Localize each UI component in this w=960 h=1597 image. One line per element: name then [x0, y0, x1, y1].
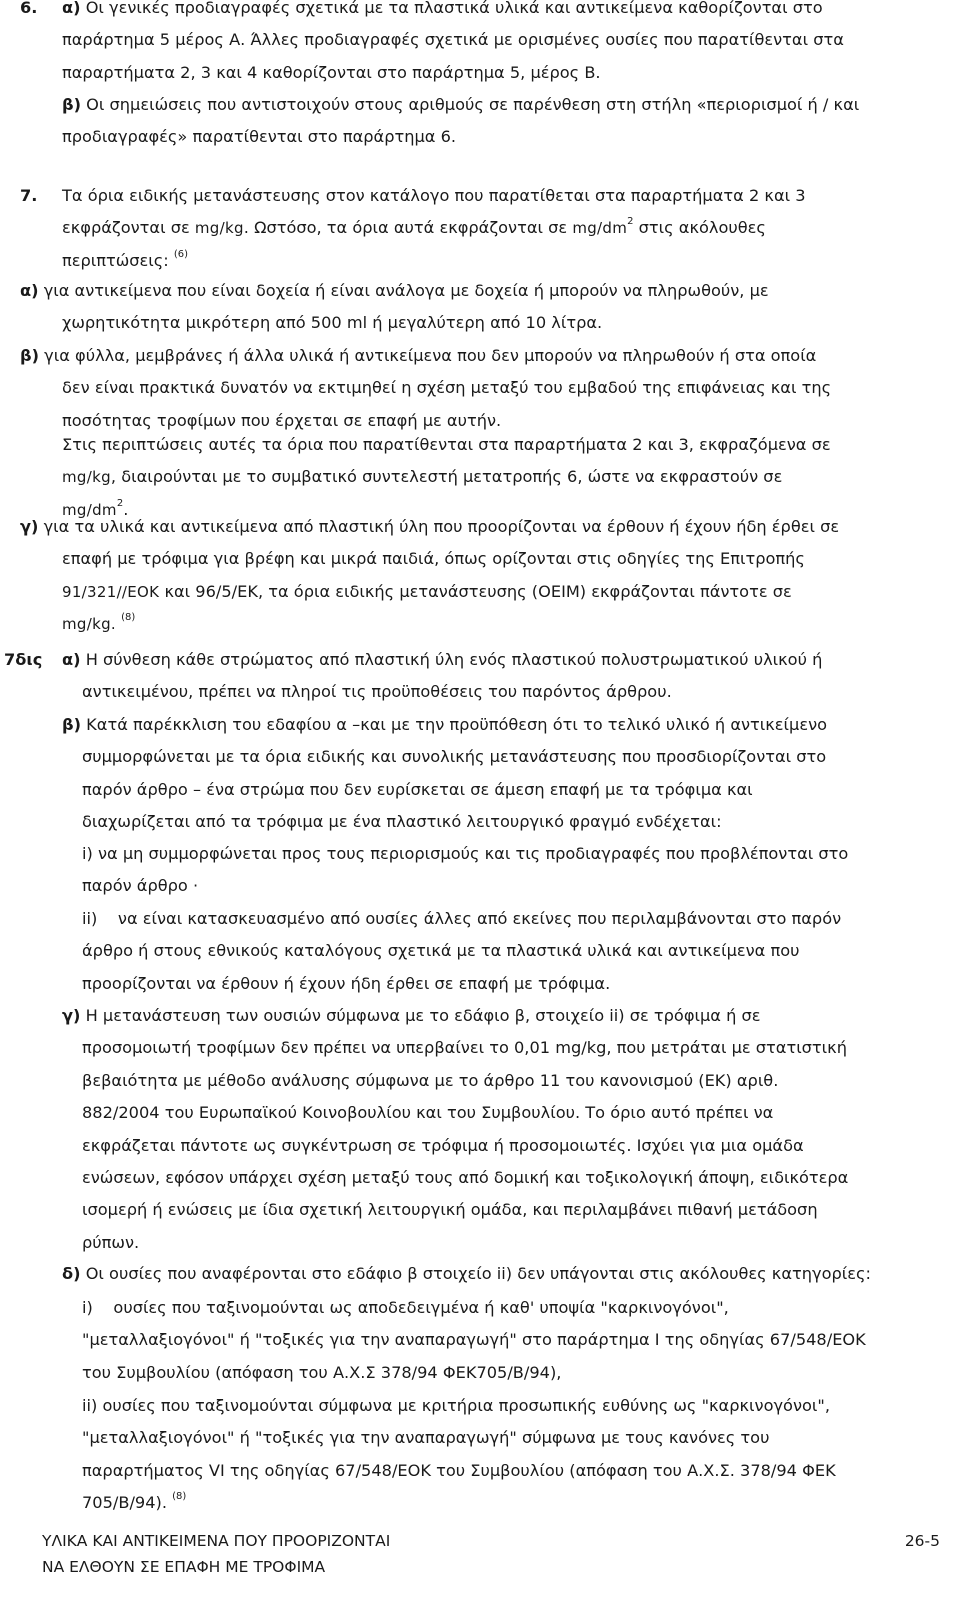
section-7b-line: ποσότητας τροφίμων που έρχεται σε επαφή με αυτήν.	[62, 410, 502, 430]
section-7b-label: β)	[20, 346, 39, 365]
section-7bis-d-i-line: "μεταλλαξιογόνοι" ή "τοξικές για την αναπαραγωγή" στο παράρτημα Ι της οδηγίας 67/548/ΕΟΚ	[82, 1330, 866, 1350]
section-7bis-number: 7δις	[4, 650, 43, 669]
item-label: i)	[82, 1298, 93, 1317]
section-7bis-a	[62, 644, 942, 709]
text-run: στις ακόλουθες	[638, 218, 766, 238]
text-run: 705/Β/94).	[82, 1493, 167, 1513]
section-7bis-b-ii-line: προορίζονται να έρθουν ή έχουν ήδη έρθει σε επαφή με τρόφιμα.	[82, 973, 611, 993]
section-6b-line: Οι σημειώσεις που αντιστοιχούν στους αριθμούς σε παρένθεση στη στήλη «περιορισμοί ή / και	[86, 95, 860, 114]
section-7b-note-line: Στις περιπτώσεις αυτές τα όρια που παρατίθενται στα παραρτήματα 2 και 3, εκφραζόμενα σε	[62, 435, 831, 454]
text-run: περιπτώσεις:	[62, 250, 169, 270]
section-7bis-b-i-line: να μη συμμορφώνεται προς τους περιορισμούς και τις προδιαγραφές που προβλέπονται στο	[97, 844, 849, 863]
unit: mg/dm	[572, 219, 628, 238]
section-7bis-d-i-line: του Συμβουλίου (απόφαση του Α.Χ.Σ 378/94 ΦΕΚ705/Β/94),	[82, 1362, 562, 1382]
section-7bis-b-ii	[82, 903, 942, 1000]
section-7bis-c-line: Η μετανάστευση των ουσιών σύμφωνα με το εδάφιο β, στοιχείο ii) σε τρόφιμα ή σε	[85, 1006, 761, 1025]
section-7bis-b	[62, 709, 942, 839]
section-7bis-b-line: παρόν άρθρο – ένα στρώμα που δεν ευρίσκεται σε άμεση επαφή με τα τρόφιμα και	[82, 779, 753, 799]
item-label: ii)	[82, 909, 98, 928]
section-7bis-d-i	[82, 1292, 942, 1389]
unit: mg/kg	[194, 219, 244, 238]
section-7-number: 7.	[20, 186, 38, 205]
section-7bis-b-label: β)	[62, 715, 81, 734]
section-7-intro-line: Τα όρια ειδικής μετανάστευσης στον κατάλογο που παρατίθεται στα παραρτήματα 2 και 3	[62, 186, 806, 205]
section-6a-line: παράρτημα 5 μέρος Α. Άλλες προδιαγραφές σχετικά με ορισμένες ουσίες που παρατίθενται στα	[62, 30, 844, 50]
section-7bis-c-line: προσομοιωτή τροφίμων δεν πρέπει να υπερβαίνει το 0,01 mg/kg, που μετράται με στατιστική	[82, 1038, 847, 1058]
footer-title-line: ΝΑ ΕΛΘΟΥΝ ΣΕ ΕΠΑΦΗ ΜΕ ΤΡΟΦΙΜΑ	[42, 1558, 326, 1576]
section-6a-line: παραρτήματα 2, 3 και 4 καθορίζονται στο παράρτημα 5, μέρος Β.	[62, 62, 601, 82]
section-7bis-c-line: βεβαιότητα με μέθοδο ανάλυσης σύμφωνα με το άρθρο 11 του κανονισμού (ΕΚ) αριθ.	[82, 1070, 779, 1090]
section-7c-line: επαφή με τρόφιμα για βρέφη και μικρά παιδιά, όπως ορίζονται στις οδηγίες της Επιτροπής	[62, 549, 805, 569]
section-7bis-c-line: ισομερή ή ενώσεις με ίδια σχετική λειτουργική ομάδα, και περιλαμβάνει πιθανή μετάδοση	[82, 1200, 818, 1220]
section-7a-line: για αντικείμενα που είναι δοχεία ή είναι ανάλογα με δοχεία ή μπορούν να πληρωθούν, με	[43, 281, 769, 300]
section-7bis-b-line: συμμορφώνεται με τα όρια ειδικής και συνολικής μετανάστευσης που προσδιορίζονται στο	[82, 747, 827, 767]
item-label: ii)	[82, 1396, 98, 1415]
section-7bis-c-line: ρύπων.	[82, 1232, 140, 1252]
section-7bis-d-i-line: ουσίες που ταξινομούνται ως αποδεδειγμένα ή καθ' υποψία "καρκινογόνοι",	[113, 1298, 729, 1317]
section-7bis-d-ii-line: "μεταλλαξιογόνοι" ή "τοξικές για την αναπαραγωγή" σύμφωνα με τους κανόνες του	[82, 1428, 770, 1448]
section-7c	[20, 511, 942, 641]
section-7bis-d-ii-line: ουσίες που ταξινομούνται σύμφωνα με κριτήρια προσωπικής ευθύνης ως "καρκινογόνοι",	[102, 1396, 830, 1415]
section-7bis-d	[62, 1258, 942, 1290]
section-7bis-b-ii-line: να είναι κατασκευασμένο από ουσίες άλλες από εκείνες που περιλαμβάνονται στο παρόν	[117, 909, 842, 928]
section-7bis-c	[62, 1000, 942, 1259]
section-6b-line: προδιαγραφές» παρατίθενται στο παράρτημα 6.	[62, 127, 457, 147]
section-7bis-b-ii-line: άρθρο ή στους εθνικούς καταλόγους σχετικά με τα πλαστικά υλικά και αντικείμενα που	[82, 941, 800, 961]
section-7c-line: για τα υλικά και αντικείμενα από πλαστική ύλη που προορίζονται να έρθουν ή έχουν ήδη έρθει σε	[43, 517, 840, 536]
directive-ref: 91/321//ΕΟΚ	[62, 582, 160, 601]
section-7a	[20, 275, 942, 340]
section-6-number: 6.	[20, 0, 38, 17]
section-7bis-a-line: Η σύνθεση κάθε στρώματος από πλαστική ύλη ενός πλαστικού πολυστρωματικού υλικού ή	[85, 650, 823, 669]
section-7bis-d-line: Οι ουσίες που αναφέρονται στο εδάφιο β στοιχείο ii) δεν υπάγονται στις ακόλουθες κατηγορίες:	[85, 1264, 871, 1283]
section-7bis-b-i	[82, 838, 942, 903]
unit: mg/dm	[62, 500, 117, 519]
page-number: 26-5	[904, 1532, 940, 1550]
section-7bis-b-line: Κατά παρέκκλιση του εδαφίου α –και με την προϋπόθεση ότι το τελικό υλικό ή αντικείμενο	[86, 715, 828, 734]
footnote-ref: (8)	[172, 1491, 187, 1503]
section-7b-line: δεν είναι πρακτικά δυνατόν να εκτιμηθεί η σχέση μεταξύ του εμβαδού της επιφάνειας και της	[62, 378, 832, 398]
superscript: 2	[116, 497, 124, 509]
unit: mg/kg.	[62, 615, 116, 634]
text-run: , διαιρούνται με το συμβατικό συντελεστή μετατροπής 6, ώστε να εκφραστούν σε	[110, 467, 783, 487]
section-7b	[20, 340, 942, 437]
section-7bis-c-line: 882/2004 του Ευρωπαϊκού Κοινοβουλίου και του Συμβουλίου. Το όριο αυτό πρέπει να	[82, 1103, 774, 1123]
section-7bis-a-label: α)	[62, 650, 81, 669]
section-7bis-b-line: διαχωρίζεται από τα τρόφιμα με ένα πλαστικό λειτουργικό φραγμό ενδέχεται:	[82, 812, 722, 832]
section-7b-line: για φύλλα, μεμβράνες ή άλλα υλικά ή αντικείμενα που δεν μπορούν να πληρωθούν ή στα οποία	[44, 346, 817, 365]
footnote-ref: (6)	[173, 248, 189, 260]
section-7bis-b-i-line: παρόν άρθρο ·	[82, 876, 199, 896]
section-6a-line: Οι γενικές προδιαγραφές σχετικά με τα πλαστικά υλικά και αντικείμενα καθορίζονται στο	[85, 0, 823, 17]
unit: mg/kg	[62, 468, 111, 487]
footnote-ref: (8)	[121, 612, 136, 624]
section-6b-label: β)	[62, 95, 81, 114]
footer-title-line: ΥΛΙΚΑ ΚΑΙ ΑΝΤΙΚΕΙΜΕΝΑ ΠΟΥ ΠΡΟΟΡΙΖΟΝΤΑΙ	[42, 1532, 391, 1550]
section-7a-line: χωρητικότητα μικρότερη από 500 ml ή μεγαλύτερη από 10 λίτρα.	[62, 313, 603, 333]
section-7a-label: α)	[20, 281, 39, 300]
section-7c-label: γ)	[20, 517, 39, 536]
text-run: .	[123, 499, 129, 519]
text-run: εκφράζονται σε	[62, 218, 190, 238]
item-label: i)	[82, 844, 93, 863]
text-run: . Ωστόσο, τα όρια αυτά εκφράζονται σε	[243, 218, 568, 238]
text-run: και 96/5/ΕΚ, τα όρια ειδικής μετανάστευσης (ΟΕΙΜ) εκφράζονται πάντοτε σε	[159, 581, 792, 601]
section-6a	[62, 0, 942, 89]
section-7bis-c-label: γ)	[62, 1006, 81, 1025]
section-7bis-d-label: δ)	[62, 1264, 81, 1283]
section-7bis-c-line: ενώσεων, εφόσον υπάρχει σχέση μεταξύ τους από δομική και τοξικολογική άποψη, ειδικότερα	[82, 1168, 849, 1188]
section-7bis-d-ii	[82, 1390, 942, 1520]
section-7bis-a-line: αντικειμένου, πρέπει να πληροί τις προϋποθέσεις του παρόντος άρθρου.	[82, 682, 672, 702]
section-6b	[62, 89, 942, 154]
section-7bis-c-line: εκφράζεται πάντοτε ως συγκέντρωση σε τρόφιμα ή προσομοιωτές. Ισχύει για μια ομάδα	[82, 1135, 804, 1155]
section-7-intro	[62, 180, 942, 277]
footer-title	[42, 1528, 742, 1580]
superscript: 2	[627, 216, 634, 228]
section-7bis-d-ii-line: παραρτήματος VI της οδηγίας 67/548/ΕΟΚ του Συμβουλίου (απόφαση του Α.Χ.Σ. 378/94 ΦΕΚ	[82, 1460, 836, 1480]
section-6a-label: α)	[62, 0, 81, 17]
